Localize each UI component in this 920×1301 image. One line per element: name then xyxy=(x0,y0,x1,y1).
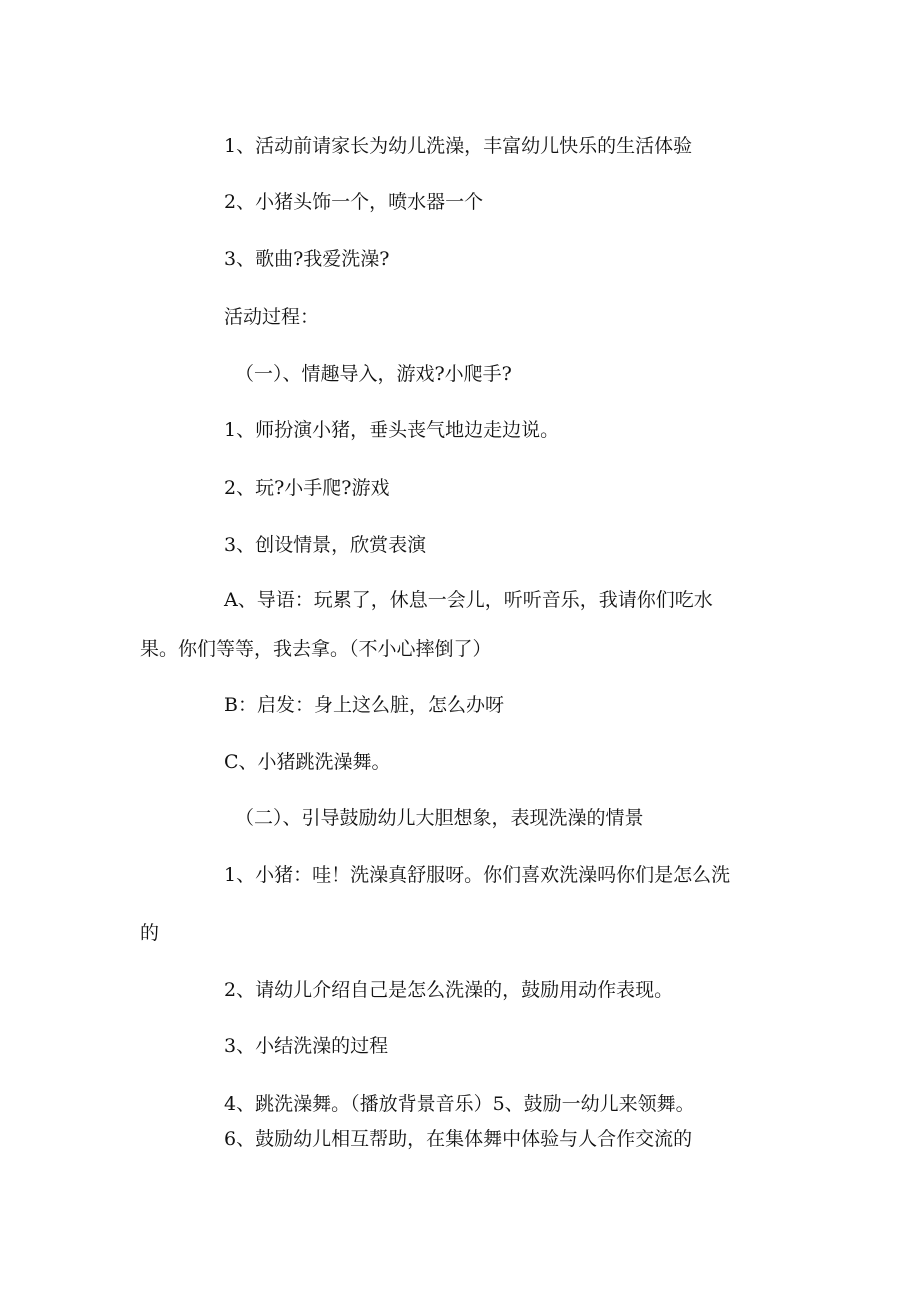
paragraph-line: 2、小猪头饰一个，喷水器一个 xyxy=(224,191,484,213)
paragraph-line: 6、鼓励幼儿相互帮助，在集体舞中体验与人合作交流的 xyxy=(224,1128,693,1150)
paragraph-line: 1、活动前请家长为幼儿洗澡，丰富幼儿快乐的生活体验 xyxy=(224,135,693,157)
subsection-heading: （一）、情趣导入，游戏?小爬手? xyxy=(235,363,512,385)
paragraph-line: 3、创设情景，欣赏表演 xyxy=(224,534,427,556)
paragraph-line: 3、歌曲?我爱洗澡? xyxy=(224,248,390,270)
paragraph-line-continued: 的 xyxy=(140,922,160,944)
paragraph-line: 3、小结洗澡的过程 xyxy=(224,1035,389,1057)
paragraph-line: 4、跳洗澡舞。（播放背景音乐）5、鼓励一幼儿来领舞。 xyxy=(224,1093,695,1115)
paragraph-line: B：启发：身上这么脏，怎么办呀 xyxy=(224,694,504,716)
section-heading: 活动过程： xyxy=(224,306,320,328)
paragraph-line: A、导语：玩累了，休息一会儿，听听音乐，我请你们吃水 xyxy=(224,589,713,611)
paragraph-line: 1、师扮演小猪，垂头丧气地边走边说。 xyxy=(224,419,560,441)
paragraph-line: C、小猪跳洗澡舞。 xyxy=(224,751,391,773)
paragraph-line: 2、玩?小手爬?游戏 xyxy=(224,477,390,499)
paragraph-line: 1、小猪：哇！洗澡真舒服呀。你们喜欢洗澡吗你们是怎么洗 xyxy=(224,864,731,886)
subsection-heading: （二）、引导鼓励幼儿大胆想象，表现洗澡的情景 xyxy=(235,807,644,829)
paragraph-line-continued: 果。你们等等，我去拿。（不小心摔倒了） xyxy=(140,638,492,660)
paragraph-line: 2、请幼儿介绍自己是怎么洗澡的，鼓励用动作表现。 xyxy=(224,979,674,1001)
